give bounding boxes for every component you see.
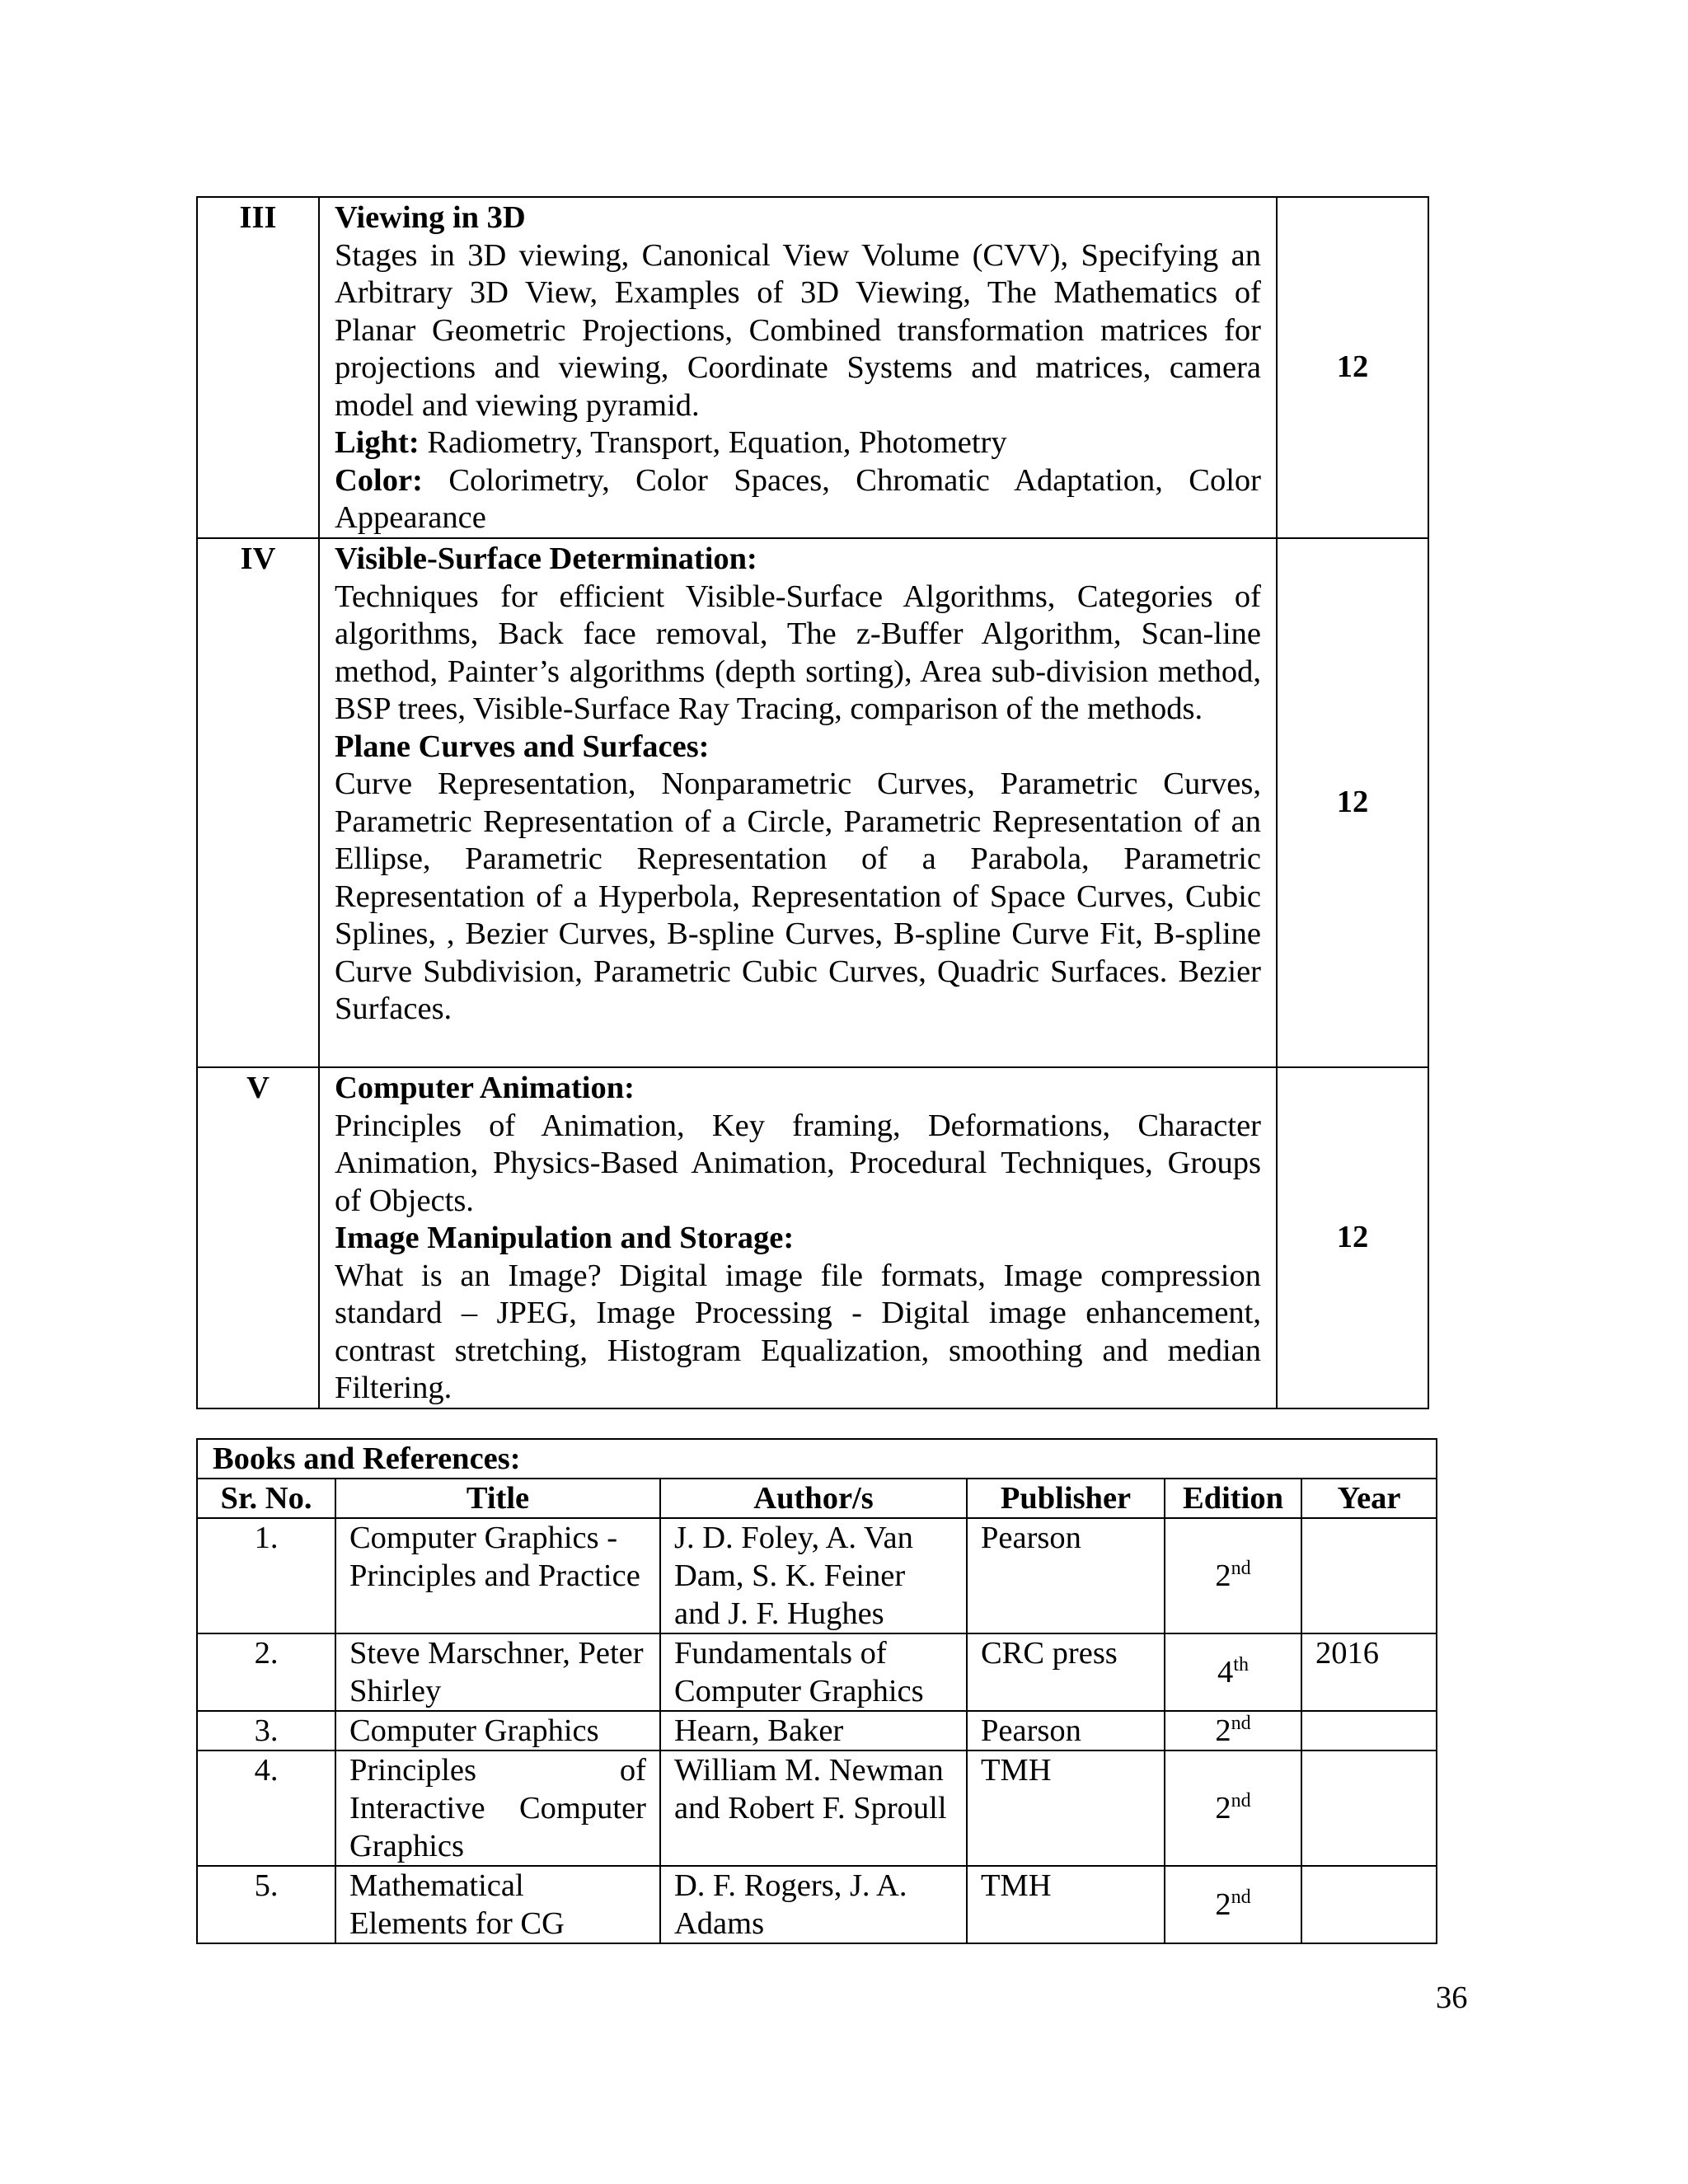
unit-topics: Techniques for efficient Visible-Surface Algorithms, Categories of algorithms, Back face removal, The z-Buffer Algorithm, Scan-line method, Painter’s algorithms (depth sorting), Area sub-division method, BSP trees, Visible-Surface Ray Tracing, comparison of the methods. — [335, 579, 1261, 726]
book-title: Steve Marschner, Peter Shirley — [335, 1633, 660, 1711]
book-edition — [1165, 1750, 1301, 1866]
edition-number: 2 — [1215, 1791, 1231, 1825]
book-edition — [1165, 1866, 1301, 1943]
book-edition — [1165, 1633, 1301, 1711]
unit-topics: What is an Image? Digital image file formats, Image compression standard – JPEG, Image Processing - Digital image enhancement, contrast stretching, Histogram Equalization, smoothing and median Filtering. — [335, 1258, 1261, 1405]
unit-heading: Computer Animation: — [335, 1071, 635, 1105]
unit-number: III — [197, 197, 319, 538]
books-caption-row — [197, 1439, 1437, 1479]
syllabus-table — [196, 196, 1429, 1409]
book-authors: Hearn, Baker — [660, 1711, 967, 1750]
books-references-table — [196, 1438, 1437, 1944]
book-authors: Fundamentals of Computer Graphics — [660, 1633, 967, 1711]
book-row — [197, 1750, 1437, 1866]
syllabus-row-unit-5 — [197, 1067, 1428, 1408]
book-publisher: TMH — [967, 1866, 1165, 1943]
edition-suffix: nd — [1231, 1713, 1251, 1734]
unit-hours: 12 — [1277, 1067, 1428, 1408]
book-sr-no: 4. — [197, 1750, 335, 1866]
book-year — [1301, 1711, 1437, 1750]
book-sr-no: 2. — [197, 1633, 335, 1711]
book-edition — [1165, 1518, 1301, 1633]
unit-heading: Visible-Surface Determination: — [335, 541, 757, 576]
book-authors: D. F. Rogers, J. A. Adams — [660, 1866, 967, 1943]
unit-topics-labeled — [335, 424, 1261, 462]
syllabus-row-unit-4 — [197, 538, 1428, 1067]
book-title: Computer Graphics — [335, 1711, 660, 1750]
book-publisher: CRC press — [967, 1633, 1165, 1711]
unit-content — [319, 1067, 1277, 1408]
header-sr-no: Sr. No. — [197, 1479, 335, 1518]
edition-number: 2 — [1215, 1887, 1231, 1922]
unit-content — [319, 538, 1277, 1067]
unit-hours: 12 — [1277, 197, 1428, 538]
syllabus-row-unit-3 — [197, 197, 1428, 538]
unit-topics: Principles of Animation, Key framing, Deformations, Character Animation, Physics-Based Animation, Procedural Techniques, Groups of Objects. — [335, 1108, 1261, 1218]
topic-text: Radiometry, Transport, Equation, Photometry — [419, 425, 1007, 460]
book-sr-no: 3. — [197, 1711, 335, 1750]
unit-hours: 12 — [1277, 538, 1428, 1067]
topic-text: Colorimetry, Color Spaces, Chromatic Adaptation, Color Appearance — [335, 462, 1261, 535]
header-year: Year — [1301, 1479, 1437, 1518]
header-publisher: Publisher — [967, 1479, 1165, 1518]
book-sr-no: 5. — [197, 1866, 335, 1943]
edition-suffix: nd — [1231, 1886, 1251, 1908]
book-year — [1301, 1518, 1437, 1633]
unit-subheading: Image Manipulation and Storage: — [335, 1221, 795, 1255]
unit-content — [319, 197, 1277, 538]
book-publisher: Pearson — [967, 1711, 1165, 1750]
page-number: 36 — [1436, 1980, 1468, 2015]
edition-number: 4 — [1217, 1655, 1234, 1690]
header-title: Title — [335, 1479, 660, 1518]
header-authors: Author/s — [660, 1479, 967, 1518]
book-publisher: Pearson — [967, 1518, 1165, 1633]
book-title: Computer Graphics - Principles and Practice — [335, 1518, 660, 1633]
book-row — [197, 1711, 1437, 1750]
unit-subheading: Plane Curves and Surfaces: — [335, 729, 710, 764]
book-edition — [1165, 1711, 1301, 1750]
unit-heading: Viewing in 3D — [335, 200, 526, 235]
edition-number: 2 — [1215, 1558, 1231, 1593]
unit-number: IV — [197, 538, 319, 1067]
topic-label: Color: — [335, 462, 423, 498]
book-row — [197, 1518, 1437, 1633]
unit-topics-labeled — [335, 462, 1261, 537]
book-publisher: TMH — [967, 1750, 1165, 1866]
book-year: 2016 — [1301, 1633, 1437, 1711]
edition-suffix: th — [1233, 1654, 1249, 1675]
book-row — [197, 1633, 1437, 1711]
unit-topics: Curve Representation, Nonparametric Curves, Parametric Curves, Parametric Representation of a Circle, Parametric Representation of an Ellipse, Parametric Representation of a Parabola, Parametric Representation of a Hyperbola, Representation of Space Curves, Cubic Splines, , Bezier Curves, B-spline Curves, B-spline Curve Fit, B-spline Curve Subdivision, Parametric Cubic Curves, Quadric Surfaces. Bezier Surfaces. — [335, 766, 1261, 1026]
book-authors: J. D. Foley, A. Van Dam, S. K. Feiner and J. F. Hughes — [660, 1518, 967, 1633]
edition-suffix: nd — [1231, 1790, 1251, 1811]
header-edition: Edition — [1165, 1479, 1301, 1518]
book-row — [197, 1866, 1437, 1943]
unit-number: V — [197, 1067, 319, 1408]
book-year — [1301, 1866, 1437, 1943]
edition-suffix: nd — [1231, 1558, 1251, 1579]
book-title: Mathematical Elements for CG — [335, 1866, 660, 1943]
book-sr-no: 1. — [197, 1518, 335, 1633]
book-title: Principles of Interactive Computer Graphics — [335, 1750, 660, 1866]
unit-topics: Stages in 3D viewing, Canonical View Volume (CVV), Specifying an Arbitrary 3D View, Examples of 3D Viewing, The Mathematics of Planar Geometric Projections, Combined transformation matrices for projections and viewing, Coordinate Systems and matrices, camera model and viewing pyramid. — [335, 237, 1261, 423]
edition-number: 2 — [1215, 1713, 1231, 1748]
topic-label: Light: — [335, 425, 420, 460]
book-year — [1301, 1750, 1437, 1866]
book-authors: William M. Newman and Robert F. Sproull — [660, 1750, 967, 1866]
books-caption: Books and References: — [197, 1439, 1437, 1479]
books-header-row — [197, 1479, 1437, 1518]
